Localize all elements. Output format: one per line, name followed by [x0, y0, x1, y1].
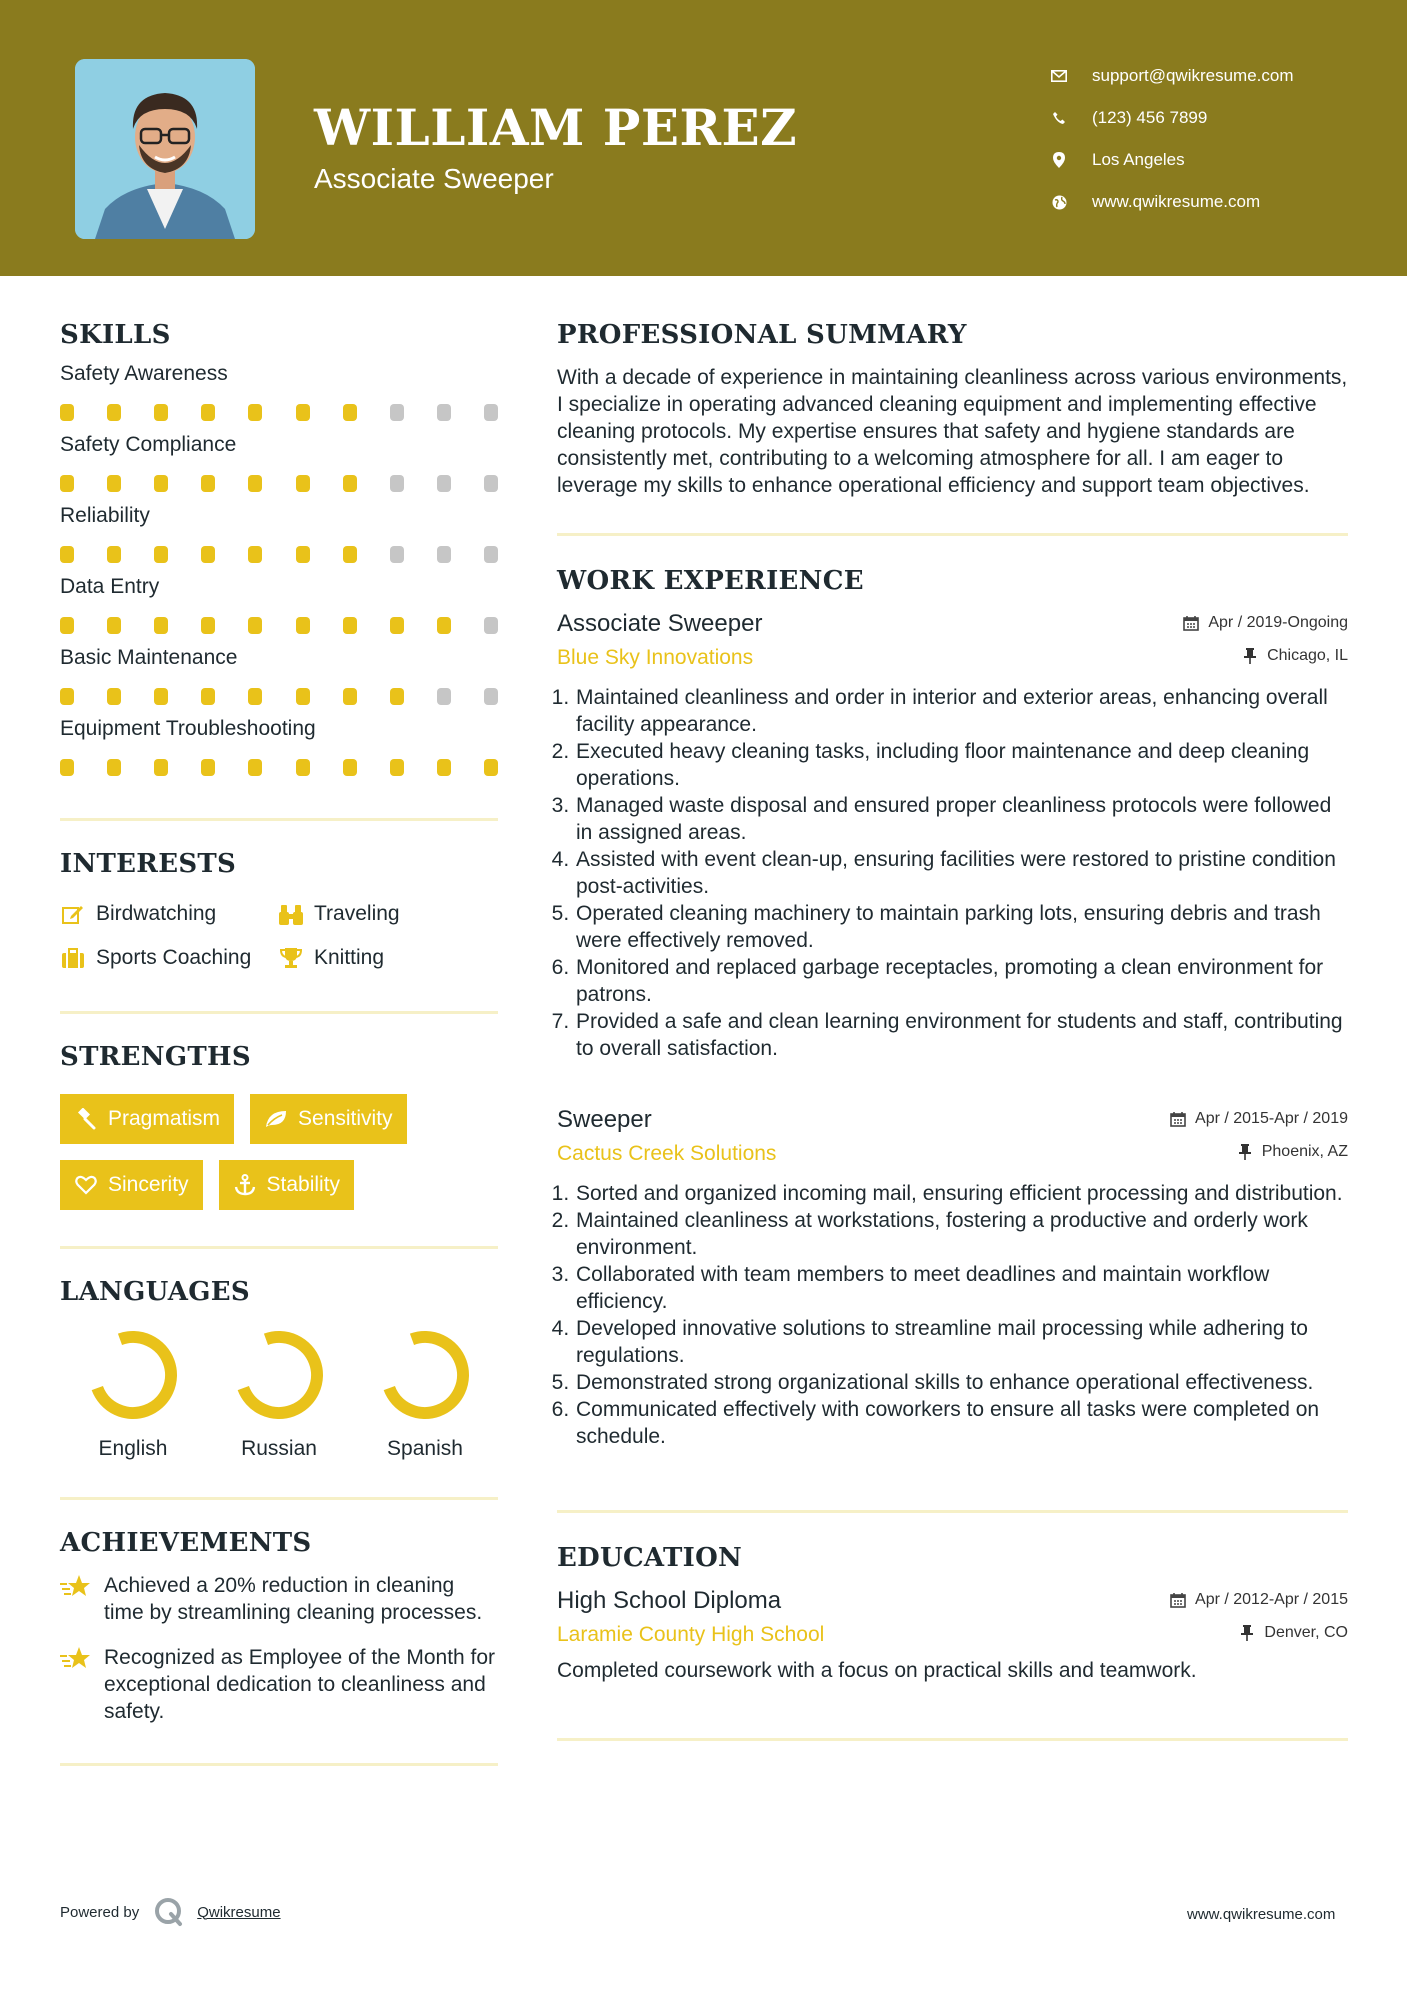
- pushpin-icon: [1241, 647, 1259, 665]
- language-item: [206, 1329, 352, 1461]
- rating-dot-filled: [296, 688, 310, 705]
- rating-dot-empty: [437, 546, 451, 563]
- rating-dot-filled: [248, 404, 262, 421]
- rating-dot-filled: [154, 688, 168, 705]
- rating-dot-empty: [484, 688, 498, 705]
- skill-rating: [60, 404, 498, 421]
- education-description: Completed coursework with a focus on practical skills and teamwork.: [557, 1659, 1197, 1682]
- interest-label: Knitting: [314, 946, 385, 969]
- rating-dot-filled: [154, 617, 168, 634]
- job-duty: 5. Demonstrated strong organizational skills to enhance operational effectiveness.: [575, 1369, 1348, 1396]
- rating-dot-empty: [390, 404, 404, 421]
- job-subheader: [557, 1142, 1348, 1166]
- skill-item: [60, 575, 498, 634]
- achievement-item: [60, 1572, 498, 1626]
- right-column: [557, 320, 1348, 1741]
- rating-dot-empty: [484, 475, 498, 492]
- contact-phone-text: (123) 456 7899: [1092, 108, 1208, 127]
- languages-section: [60, 1277, 498, 1461]
- job-duty: 4. Developed innovative solutions to streamline mail processing while adhering to regulations.: [575, 1315, 1348, 1369]
- job-duty: 1. Sorted and organized incoming mail, ensuring efficient processing and distribution.: [575, 1180, 1348, 1207]
- job-duty: 3. Managed waste disposal and ensured proper cleanliness protocols were followed in assigned areas.: [575, 792, 1348, 846]
- skill-item: [60, 504, 498, 563]
- rating-dot-filled: [201, 546, 215, 563]
- skill-rating: [60, 617, 498, 634]
- resume-header: [0, 0, 1407, 276]
- rating-dot-filled: [248, 546, 262, 563]
- experience-section: [557, 566, 1348, 1450]
- divider: [557, 1738, 1348, 1741]
- rating-dot-filled: [201, 617, 215, 634]
- interest-label: Birdwatching: [96, 902, 217, 925]
- interests-section: [60, 849, 498, 971]
- interests-list: [60, 901, 498, 971]
- rating-dot-filled: [107, 546, 121, 563]
- qwikresume-link[interactable]: Qwikresume: [197, 1903, 281, 1921]
- phone-icon: [1048, 107, 1070, 129]
- rating-dot-filled: [107, 475, 121, 492]
- rating-dot-empty: [484, 404, 498, 421]
- job-dates-text: Apr / 2015-Apr / 2019: [1195, 1110, 1348, 1127]
- education-header: [557, 1587, 1348, 1615]
- education-school: Laramie County High School: [557, 1623, 825, 1646]
- briefcase-icon: [60, 945, 86, 971]
- rating-dot-filled: [60, 475, 74, 492]
- language-name: English: [98, 1437, 168, 1460]
- job-location-text: Chicago, IL: [1267, 647, 1348, 664]
- rating-dot-filled: [296, 759, 310, 776]
- leaf-icon: [264, 1107, 288, 1131]
- contact-location-text: Los Angeles: [1092, 150, 1185, 169]
- skill-rating: [60, 546, 498, 563]
- job-company: Blue Sky Innovations: [557, 646, 754, 669]
- divider: [60, 1497, 498, 1500]
- job-duty: 7. Provided a safe and clean learning environment for students and staff, contributing to overall satisfaction.: [575, 1008, 1348, 1062]
- gavel-icon: [74, 1107, 98, 1131]
- rating-dot-filled: [296, 475, 310, 492]
- rating-dot-filled: [343, 546, 357, 563]
- job-duty: 2. Executed heavy cleaning tasks, including floor maintenance and deep cleaning operations.: [575, 738, 1348, 792]
- rating-dot-filled: [390, 688, 404, 705]
- rating-dot-filled: [248, 688, 262, 705]
- job-duties: [557, 1180, 1348, 1450]
- binoculars-icon: [278, 901, 304, 927]
- job-entry: [557, 610, 1348, 1062]
- rating-dot-filled: [296, 617, 310, 634]
- heart-icon: [74, 1173, 98, 1197]
- strength-label: Pragmatism: [108, 1107, 221, 1130]
- achievement-text: Achieved a 20% reduction in cleaning time by streamlining cleaning processes.: [104, 1574, 483, 1624]
- achievement-item: [60, 1644, 498, 1725]
- shooting-star-icon: [60, 1644, 92, 1674]
- skill-rating: [60, 688, 498, 705]
- job-duty: 3. Collaborated with team members to meet deadlines and maintain workflow efficiency.: [575, 1261, 1348, 1315]
- job-duty: 6. Communicated effectively with coworkers to ensure all tasks were completed on schedule.: [575, 1396, 1348, 1450]
- languages-list: [60, 1329, 498, 1461]
- job-entry: [557, 1106, 1348, 1450]
- pencil-square-icon: [60, 901, 86, 927]
- skills-section: [60, 320, 498, 776]
- skills-list: [60, 362, 498, 776]
- job-location-text: Phoenix, AZ: [1261, 1143, 1348, 1160]
- pushpin-icon: [1236, 1143, 1254, 1161]
- rating-dot-filled: [484, 759, 498, 776]
- job-company: Cactus Creek Solutions: [557, 1142, 777, 1165]
- rating-dot-filled: [60, 688, 74, 705]
- rating-dot-filled: [154, 546, 168, 563]
- language-item: [60, 1329, 206, 1461]
- divider: [60, 1763, 498, 1766]
- jobs-list: [557, 610, 1348, 1450]
- pushpin-icon: [1238, 1624, 1256, 1642]
- qwikresume-logo-icon: [153, 1896, 185, 1928]
- strengths-list: [60, 1094, 498, 1210]
- rating-dot-filled: [248, 475, 262, 492]
- language-name: Spanish: [387, 1437, 463, 1460]
- strength-badge: [60, 1160, 203, 1210]
- job-duties: [557, 684, 1348, 1062]
- strength-label: Sincerity: [108, 1173, 189, 1196]
- strength-label: Stability: [266, 1173, 341, 1196]
- rating-dot-filled: [201, 688, 215, 705]
- language-level-ring: [87, 1329, 179, 1421]
- contact-website: [1048, 181, 1294, 223]
- rating-dot-filled: [154, 759, 168, 776]
- skill-rating: [60, 759, 498, 776]
- divider: [557, 533, 1348, 536]
- strength-label: Sensitivity: [298, 1107, 393, 1130]
- rating-dot-filled: [390, 759, 404, 776]
- rating-dot-empty: [484, 546, 498, 563]
- contact-list: [1048, 55, 1294, 223]
- rating-dot-filled: [343, 475, 357, 492]
- rating-dot-filled: [60, 617, 74, 634]
- interest-item: [60, 945, 278, 971]
- skill-name: Basic Maintenance: [60, 646, 238, 669]
- job-dates-text: Apr / 2019-Ongoing: [1208, 614, 1348, 631]
- rating-dot-filled: [60, 759, 74, 776]
- divider: [60, 1011, 498, 1014]
- divider: [557, 1510, 1348, 1513]
- language-level-arc: [389, 1337, 463, 1413]
- footer-powered-by: [60, 1896, 281, 1928]
- summary-section: [557, 320, 1348, 499]
- calendar-icon: [1169, 1591, 1187, 1609]
- rating-dot-empty: [437, 688, 451, 705]
- rating-dot-filled: [343, 759, 357, 776]
- globe-icon: [1048, 191, 1070, 213]
- rating-dot-filled: [107, 688, 121, 705]
- rating-dot-filled: [60, 404, 74, 421]
- rating-dot-filled: [154, 404, 168, 421]
- interest-label: Sports Coaching: [96, 946, 252, 969]
- contact-email: [1048, 55, 1294, 97]
- job-dates: [1182, 614, 1348, 632]
- shooting-star-icon: [60, 1572, 92, 1602]
- interest-item: [278, 945, 498, 971]
- achievements-section: [60, 1528, 498, 1725]
- skill-rating: [60, 475, 498, 492]
- language-name: Russian: [241, 1437, 317, 1460]
- rating-dot-filled: [248, 617, 262, 634]
- language-item: [352, 1329, 498, 1461]
- rating-dot-empty: [390, 475, 404, 492]
- language-level-ring: [233, 1329, 325, 1421]
- education-dates: [1169, 1591, 1348, 1609]
- rating-dot-filled: [343, 688, 357, 705]
- divider: [60, 1246, 498, 1249]
- strength-badge: [60, 1094, 234, 1144]
- rating-dot-filled: [201, 404, 215, 421]
- job-duty: 4. Assisted with event clean-up, ensuring facilities were restored to pristine condition post-activities.: [575, 846, 1348, 900]
- summary-title: PROFESSIONAL SUMMARY: [557, 320, 967, 350]
- education-section: [557, 1543, 1348, 1684]
- language-level-arc: [97, 1337, 171, 1413]
- profile-photo: [75, 59, 255, 239]
- skill-item: [60, 362, 498, 421]
- strength-badge: [219, 1160, 355, 1210]
- footer-url[interactable]: www.qwikresume.com: [1187, 1906, 1336, 1923]
- interest-label: Traveling: [314, 902, 400, 925]
- achievement-text: Recognized as Employee of the Month for exceptional dedication to cleanliness and safety.: [104, 1646, 496, 1723]
- envelope-icon: [1048, 65, 1070, 87]
- education-location: [1238, 1624, 1348, 1642]
- strengths-title: STRENGTHS: [60, 1042, 251, 1072]
- job-duty: 5. Operated cleaning machinery to maintain parking lots, ensuring debris and trash were effectively removed.: [575, 900, 1348, 954]
- skill-name: Equipment Troubleshooting: [60, 717, 316, 740]
- summary-text: With a decade of experience in maintaining cleanliness across various environments, I specialize in operating advanced cleaning equipment and implementing effective cleaning protocols. My expertise ensures that safety and hygiene standards are consistently met, contributing to a welcoming atmosphere for all. I am eager to leverage my skills to enhance operational efficiency and support team objectives.: [557, 366, 1348, 497]
- interests-title: INTERESTS: [60, 849, 237, 879]
- skill-item: [60, 433, 498, 492]
- rating-dot-filled: [390, 617, 404, 634]
- calendar-icon: [1182, 614, 1200, 632]
- rating-dot-empty: [390, 546, 404, 563]
- interest-item: [60, 901, 278, 927]
- education-title: EDUCATION: [557, 1543, 743, 1573]
- rating-dot-filled: [201, 759, 215, 776]
- job-location: [1236, 1143, 1348, 1161]
- rating-dot-filled: [296, 404, 310, 421]
- rating-dot-filled: [60, 546, 74, 563]
- job-duty: 1. Maintained cleanliness and order in interior and exterior areas, enhancing overall facility appearance.: [575, 684, 1348, 738]
- languages-title: LANGUAGES: [60, 1277, 250, 1307]
- job-subheader: [557, 646, 1348, 670]
- rating-dot-filled: [201, 475, 215, 492]
- language-level-arc: [243, 1337, 317, 1413]
- rating-dot-filled: [107, 759, 121, 776]
- job-title: Associate Sweeper: [557, 610, 763, 637]
- divider: [60, 818, 498, 821]
- strengths-section: [60, 1042, 498, 1210]
- rating-dot-empty: [437, 404, 451, 421]
- rating-dot-filled: [343, 617, 357, 634]
- location-pin-icon: [1048, 149, 1070, 171]
- rating-dot-empty: [484, 617, 498, 634]
- anchor-icon: [233, 1173, 257, 1197]
- rating-dot-filled: [343, 404, 357, 421]
- skill-item: [60, 717, 498, 776]
- contact-phone: [1048, 97, 1294, 139]
- skill-name: Safety Compliance: [60, 433, 237, 456]
- language-level-ring: [379, 1329, 471, 1421]
- experience-title: WORK EXPERIENCE: [557, 566, 864, 596]
- rating-dot-filled: [437, 759, 451, 776]
- skill-name: Data Entry: [60, 575, 160, 598]
- skills-title: SKILLS: [60, 320, 171, 350]
- contact-email-text[interactable]: support@qwikresume.com: [1092, 66, 1294, 85]
- skill-name: Safety Awareness: [60, 362, 228, 385]
- education-degree: High School Diploma: [557, 1587, 782, 1614]
- trophy-icon: [278, 945, 304, 971]
- education-location-text: Denver, CO: [1264, 1624, 1348, 1641]
- job-duty: 6. Monitored and replaced garbage receptacles, promoting a clean environment for patrons.: [575, 954, 1348, 1008]
- rating-dot-filled: [107, 404, 121, 421]
- interest-item: [278, 901, 498, 927]
- profile-photo-image: [75, 59, 255, 239]
- contact-location: [1048, 139, 1294, 181]
- powered-by-text: Powered by: [60, 1903, 140, 1921]
- job-duty: 2. Maintained cleanliness at workstations, fostering a productive and orderly work environment.: [575, 1207, 1348, 1261]
- education-subheader: [557, 1623, 1348, 1647]
- job-title: Sweeper: [557, 1106, 652, 1133]
- left-column: [60, 320, 498, 1766]
- skill-item: [60, 646, 498, 705]
- achievements-title: ACHIEVEMENTS: [60, 1528, 312, 1558]
- candidate-title: Associate Sweeper: [314, 163, 554, 194]
- rating-dot-filled: [107, 617, 121, 634]
- calendar-icon: [1169, 1110, 1187, 1128]
- job-dates: [1169, 1110, 1348, 1128]
- strength-badge: [250, 1094, 407, 1144]
- job-location: [1241, 647, 1348, 665]
- job-header: [557, 1106, 1348, 1134]
- rating-dot-filled: [296, 546, 310, 563]
- rating-dot-filled: [437, 617, 451, 634]
- candidate-name: WILLIAM PEREZ: [314, 98, 798, 157]
- education-dates-text: Apr / 2012-Apr / 2015: [1195, 1591, 1348, 1608]
- rating-dot-filled: [248, 759, 262, 776]
- skill-name: Reliability: [60, 504, 150, 527]
- contact-website-text[interactable]: www.qwikresume.com: [1092, 192, 1261, 211]
- job-header: [557, 610, 1348, 638]
- rating-dot-empty: [437, 475, 451, 492]
- rating-dot-filled: [154, 475, 168, 492]
